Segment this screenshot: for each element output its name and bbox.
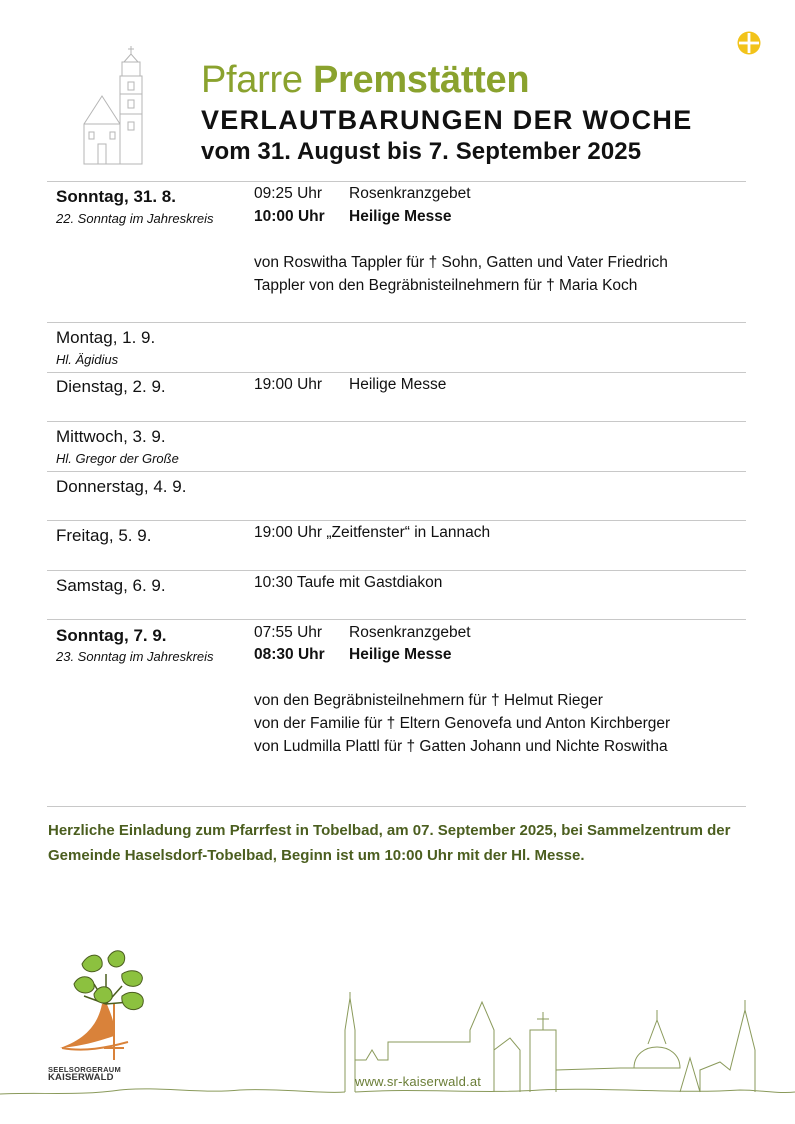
- day-name: Donnerstag, 4. 9.: [56, 477, 187, 496]
- event-text: 19:00 Uhr „Zeitfenster“ in Lannach: [254, 524, 491, 541]
- day-subtitle: Hl. Ägidius: [56, 352, 119, 367]
- page-title: VERLAUTBARUNGEN DER WOCHE: [201, 105, 693, 135]
- logo-line-2: KAISERWALD: [48, 1072, 114, 1083]
- event-time: 07:55 Uhr: [254, 624, 323, 641]
- cross-badge-icon: [737, 31, 761, 55]
- event-title: Heilige Messe: [349, 376, 447, 393]
- event-title: Rosenkranzgebet: [349, 624, 471, 641]
- day-name: Montag, 1. 9.: [56, 328, 156, 347]
- parish-prefix: Pfarre: [201, 59, 303, 101]
- mass-intention: von Roswitha Tappler für † Sohn, Gatten und Vater Friedrich: [254, 254, 668, 271]
- church-sketch-icon: [80, 44, 150, 166]
- invitation-text: Herzliche Einladung zum Pfarrfest in Tobelbad, am 07. September 2025, bei Sammelzentrum der Gemeinde Haselsdorf-Tobelbad, Beginn ist um 10:00 Uhr mit der Hl. Messe.: [48, 822, 731, 864]
- mass-intention: Tappler von den Begräbnisteilnehmern für † Maria Koch: [254, 277, 638, 294]
- table-divider: [47, 372, 746, 373]
- website-link[interactable]: www.sr-kaiserwald.at: [355, 1074, 482, 1089]
- day-subtitle: Hl. Gregor der Große: [56, 451, 179, 466]
- event-title: Heilige Messe: [349, 208, 452, 225]
- logo-line-1: SEELSORGERAUM: [48, 1065, 122, 1074]
- table-divider: [47, 322, 746, 323]
- mass-intention: von der Familie für † Eltern Genovefa und Anton Kirchberger: [254, 715, 671, 732]
- event-time: 10:00 Uhr: [254, 208, 325, 225]
- day-name: Samstag, 6. 9.: [56, 576, 166, 595]
- table-divider: [47, 806, 746, 807]
- event-title: Heilige Messe: [349, 646, 452, 663]
- day-name: Freitag, 5. 9.: [56, 526, 152, 545]
- table-divider: [47, 619, 746, 620]
- event-title: Rosenkranzgebet: [349, 185, 471, 202]
- table-divider: [47, 570, 746, 571]
- town-skyline-icon: [0, 990, 795, 1124]
- day-subtitle: 23. Sonntag im Jahreskreis: [56, 649, 214, 664]
- table-divider: [47, 421, 746, 422]
- day-subtitle: 22. Sonntag im Jahreskreis: [56, 211, 214, 226]
- parish-title: Premstätten: [312, 59, 530, 101]
- page-header: [201, 58, 693, 168]
- mass-intention: von den Begräbnisteilnehmern für † Helmut Rieger: [254, 692, 603, 709]
- event-time: 19:00 Uhr: [254, 376, 323, 393]
- table-divider: [47, 181, 746, 182]
- date-range: vom 31. August bis 7. September 2025: [201, 138, 642, 165]
- mass-intention: von Ludmilla Plattl für † Gatten Johann und Nichte Roswitha: [254, 738, 668, 755]
- day-name: Mittwoch, 3. 9.: [56, 427, 166, 446]
- event-text: 10:30 Taufe mit Gastdiakon: [254, 574, 443, 591]
- day-name: Dienstag, 2. 9.: [56, 377, 166, 396]
- event-time: 08:30 Uhr: [254, 646, 325, 663]
- day-name: Sonntag, 7. 9.: [56, 626, 167, 645]
- table-divider: [47, 520, 746, 521]
- parish-name: [201, 58, 693, 102]
- day-name: Sonntag, 31. 8.: [56, 187, 176, 206]
- table-divider: [47, 471, 746, 472]
- event-time: 09:25 Uhr: [254, 185, 323, 202]
